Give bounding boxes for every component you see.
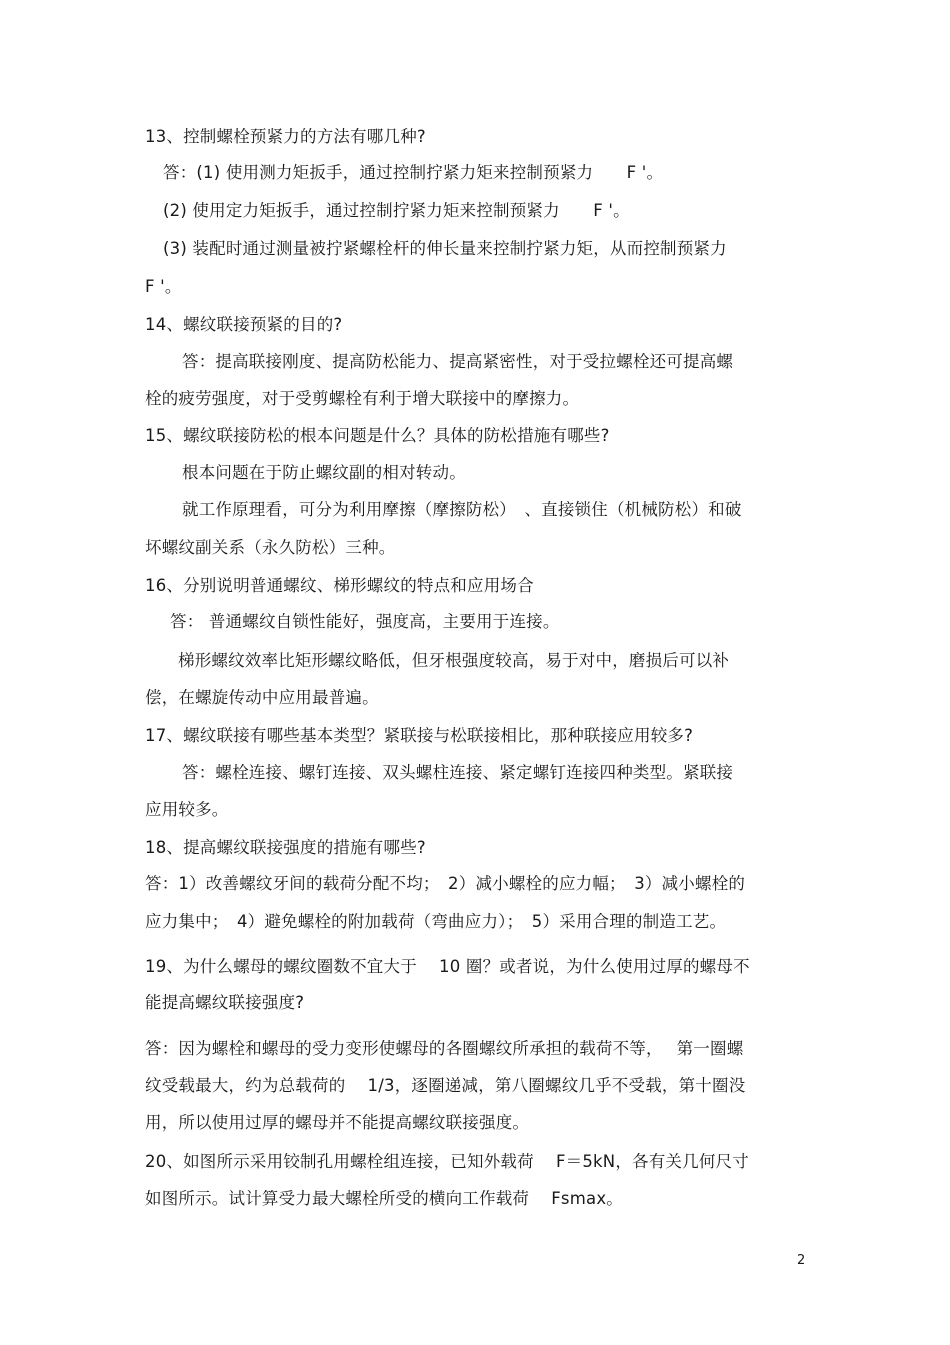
question-20-line-1: 20、如图所示采用铰制孔用螺栓组连接，已知外载荷 F＝5kN，各有关几何尺寸 (145, 1152, 749, 1171)
question-18: 18、提高螺纹联接强度的措施有哪些? (145, 838, 426, 857)
answer-16-line-2: 梯形螺纹效率比矩形螺纹略低，但牙根强度较高，易于对中，磨损后可以补 (178, 651, 730, 670)
question-17: 17、螺纹联接有哪些基本类型？紧联接与松联接相比，那种联接应用较多? (145, 726, 694, 745)
question-20-line-2: 如图所示。试计算受力最大螺栓所受的横向工作载荷 Fsmax。 (145, 1189, 623, 1208)
answer-13-line-3: (3) 装配时通过测量被拧紧螺栓杆的伸长量来控制拧紧力矩，从而控制预紧力 (163, 239, 727, 258)
answer-15-line-1: 根本问题在于防止螺纹副的相对转动。 (182, 463, 466, 482)
question-19-line-1: 19、为什么螺母的螺纹圈数不宜大于 10 圈？或者说，为什么使用过厚的螺母不 (145, 957, 750, 976)
answer-14-line-2: 栓的疲劳强度，对于受剪螺栓有利于增大联接中的摩擦力。 (145, 389, 580, 408)
answer-13-line-4: F '。 (145, 277, 182, 296)
answer-15-line-2: 就工作原理看，可分为利用摩擦（摩擦防松） 、直接锁住（机械防松）和破 (182, 500, 742, 519)
answer-14-line-1: 答：提高联接刚度、提高防松能力、提高紧密性，对于受拉螺栓还可提高螺 (182, 352, 734, 371)
page-number: 2 (797, 1253, 806, 1268)
answer-19-line-1: 答：因为螺栓和螺母的受力变形使螺母的各圈螺纹所承担的载荷不等， 第一圈螺 (145, 1039, 744, 1058)
answer-18-line-1: 答：1）改善螺纹牙间的载荷分配不均； 2）减小螺栓的应力幅； 3）减小螺栓的 (145, 874, 746, 893)
answer-16-line-1: 答： 普通螺纹自锁性能好，强度高，主要用于连接。 (170, 612, 560, 631)
question-19-line-2: 能提高螺纹联接强度? (145, 993, 305, 1012)
question-16: 16、分别说明普通螺纹、梯形螺纹的特点和应用场合 (145, 576, 534, 595)
answer-16-line-3: 偿，在螺旋传动中应用最普遍。 (145, 688, 379, 707)
answer-17-line-1: 答：螺栓连接、螺钉连接、双头螺柱连接、紧定螺钉连接四种类型。紧联接 (182, 763, 734, 782)
answer-15-line-3: 坏螺纹副关系（永久防松）三种。 (145, 538, 396, 557)
answer-19-line-3: 用，所以使用过厚的螺母并不能提高螺纹联接强度。 (145, 1113, 530, 1132)
answer-13-line-1: 答：(1) 使用测力矩扳手，通过控制拧紧力矩来控制预紧力 F '。 (163, 163, 664, 182)
answer-13-line-2: (2) 使用定力矩扳手，通过控制拧紧力矩来控制预紧力 F '。 (163, 201, 630, 220)
question-13: 13、控制螺栓预紧力的方法有哪几种? (145, 127, 426, 146)
answer-18-line-2: 应力集中； 4）避免螺栓的附加载荷（弯曲应力）； 5）采用合理的制造工艺。 (145, 912, 727, 931)
question-15: 15、螺纹联接防松的根本问题是什么？具体的防松措施有哪些? (145, 426, 610, 445)
answer-19-line-2: 纹受载最大，约为总载荷的 1/3，逐圈递减，第八圈螺纹几乎不受载，第十圈没 (145, 1076, 746, 1095)
question-14: 14、螺纹联接预紧的目的? (145, 315, 343, 334)
answer-17-line-2: 应用较多。 (145, 800, 229, 819)
